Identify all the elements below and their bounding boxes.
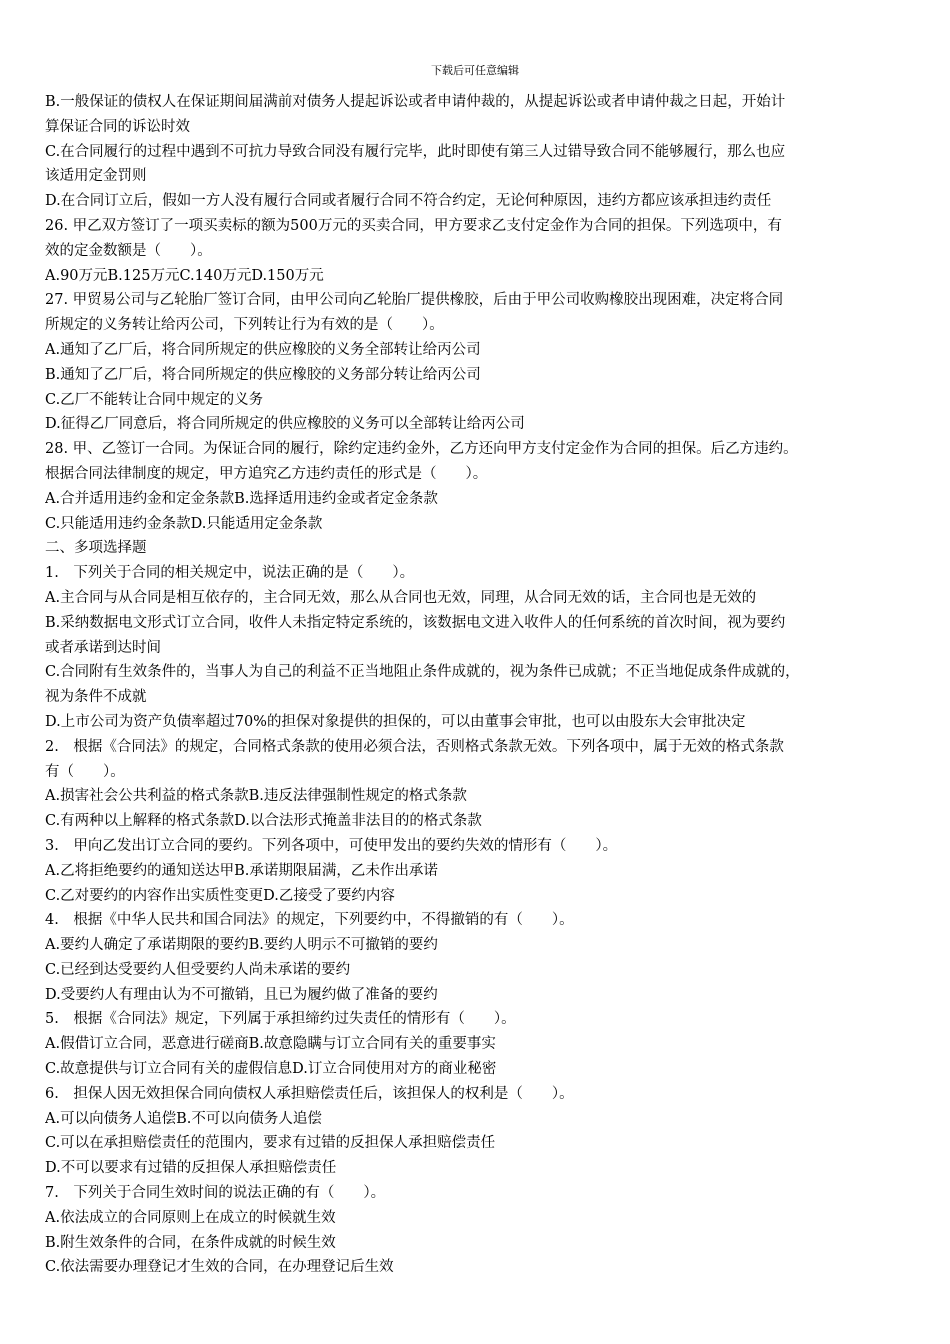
question-4: 4. 根据《中华人民共和国合同法》的规定，下列要约中，不得撤销的有（ ）。 — [45, 912, 574, 929]
options-line: A.可以向债务人追偿B.不可以向债务人追偿 — [45, 1110, 322, 1127]
option-line: B.通知了乙厂后，将合同所规定的供应橡胶的义务部分转让给丙公司 — [45, 366, 481, 383]
text-line: 视为条件不成就 — [45, 689, 147, 706]
option-line: D.征得乙厂同意后，将合同所规定的供应橡胶的义务可以全部转让给丙公司 — [45, 416, 525, 433]
option-line: B.附生效条件的合同，在条件成就的时候生效 — [45, 1234, 336, 1251]
text-line: 该适用定金罚则 — [45, 168, 147, 185]
option-line: B.采纳数据电文形式订立合同，收件人未指定特定系统的，该数据电文进入收件人的任何系统的首次时间，视为要约 — [45, 614, 786, 631]
text-line: D.在合同订立后，假如一方人没有履行合同或者履行合同不符合约定，无论何种原因，违约方都应该承担违约责任 — [45, 193, 772, 210]
question-7: 7. 下列关于合同生效时间的说法正确的有（ ）。 — [45, 1185, 386, 1202]
option-line: C.可以在承担赔偿责任的范围内，要求有过错的反担保人承担赔偿责任 — [45, 1135, 496, 1152]
option-line: A.依法成立的合同原则上在成立的时候就生效 — [45, 1209, 336, 1226]
option-line: C.合同附有生效条件的，当事人为自己的利益不正当地阻止条件成就的，视为条件已成就；不正当地促成条件成就的， — [45, 664, 800, 681]
option-line: C.乙厂不能转让合同中规定的义务 — [45, 391, 264, 408]
text-line: B.一般保证的债权人在保证期间届满前对债务人提起诉讼或者申请仲裁的，从提起诉讼或者申请仲裁之日起，开始计 — [45, 94, 786, 110]
document-body — [45, 90, 915, 1280]
option-line: A.通知了乙厂后，将合同所规定的供应橡胶的义务全部转让给丙公司 — [45, 341, 481, 358]
question-28: 28. 甲、乙签订一合同。为保证合同的履行，除约定违约金外，乙方还向甲方支付定金作为合同的担保。后乙方违约。 — [45, 441, 798, 458]
options-line: A.假借订立合同，恶意进行磋商B.故意隐瞒与订立合同有关的重要事实 — [45, 1036, 496, 1053]
options-line: A.损害社会公共利益的格式条款B.违反法律强制性规定的格式条款 — [45, 788, 467, 805]
page-header: 下载后可任意编辑 — [431, 64, 519, 77]
question-5: 5. 根据《合同法》规定，下列属于承担缔约过失责任的情形有（ ）。 — [45, 1011, 516, 1028]
question-27: 27. 甲贸易公司与乙轮胎厂签订合同，由甲公司向乙轮胎厂提供橡胶，后由于甲公司收购橡胶出现困难，决定将合同 — [45, 292, 784, 309]
option-line: D.受要约人有理由认为不可撤销，且已为履约做了准备的要约 — [45, 986, 438, 1003]
option-line: C.已经到达受要约人但受要约人尚未承诺的要约 — [45, 961, 351, 978]
text-line: 根据合同法律制度的规定，甲方追究乙方违约责任的形式是（ ）。 — [45, 465, 488, 482]
options-line: C.乙对要约的内容作出实质性变更D.乙接受了要约内容 — [45, 887, 395, 904]
question-3: 3. 甲向乙发出订立合同的要约。下列各项中，可使甲发出的要约失效的情形有（ ）。 — [45, 837, 618, 854]
options-line: A.乙将拒绝要约的通知送达甲B.承诺期限届满，乙未作出承诺 — [45, 862, 438, 879]
text-line: 算保证合同的诉讼时效 — [45, 118, 190, 135]
option-line: D.上市公司为资产负债率超过70%的担保对象提供的担保的，可以由董事会审批，也可以由股东大会审批决定 — [45, 713, 746, 730]
options-line: C.只能适用违约金条款D.只能适用定金条款 — [45, 515, 323, 532]
question-26: 26. 甲乙双方签订了一项买卖标的额为500万元的买卖合同，甲方要求乙支付定金作为合同的担保。下列选项中，有 — [45, 217, 782, 234]
question-2: 2. 根据《合同法》的规定，合同格式条款的使用必须合法，否则格式条款无效。下列各项中，属于无效的格式条款 — [45, 738, 784, 755]
section-heading: 二、多项选择题 — [45, 540, 147, 557]
text-line: 所规定的义务转让给丙公司，下列转让行为有效的是（ ）。 — [45, 317, 444, 334]
question-1: 1. 下列关于合同的相关规定中，说法正确的是（ ）。 — [45, 565, 415, 582]
question-6: 6. 担保人因无效担保合同向债权人承担赔偿责任后，该担保人的权利是（ ）。 — [45, 1085, 574, 1102]
option-line: D.不可以要求有过错的反担保人承担赔偿责任 — [45, 1160, 337, 1177]
text-line: 有（ ）。 — [45, 763, 125, 780]
options-line: A.要约人确定了承诺期限的要约B.要约人明示不可撤销的要约 — [45, 937, 438, 954]
options-line: C.有两种以上解释的格式条款D.以合法形式掩盖非法目的的格式条款 — [45, 813, 482, 830]
options-line: A.90万元B.125万元C.140万元D.150万元 — [45, 267, 324, 284]
options-line: C.故意提供与订立合同有关的虚假信息D.订立合同使用对方的商业秘密 — [45, 1061, 497, 1078]
option-line: C.依法需要办理登记才生效的合同，在办理登记后生效 — [45, 1259, 394, 1276]
text-line: 或者承诺到达时间 — [45, 639, 161, 656]
options-line: A.合并适用违约金和定金条款B.选择适用违约金或者定金条款 — [45, 490, 438, 507]
text-line: 效的定金数额是（ ）。 — [45, 242, 212, 259]
text-line: C.在合同履行的过程中遇到不可抗力导致合同没有履行完毕，此时即使有第三人过错导致合同不能够履行，那么也应 — [45, 143, 786, 160]
option-line: A.主合同与从合同是相互依存的，主合同无效，那么从合同也无效，同理，从合同无效的话，主合同也是无效的 — [45, 589, 757, 606]
